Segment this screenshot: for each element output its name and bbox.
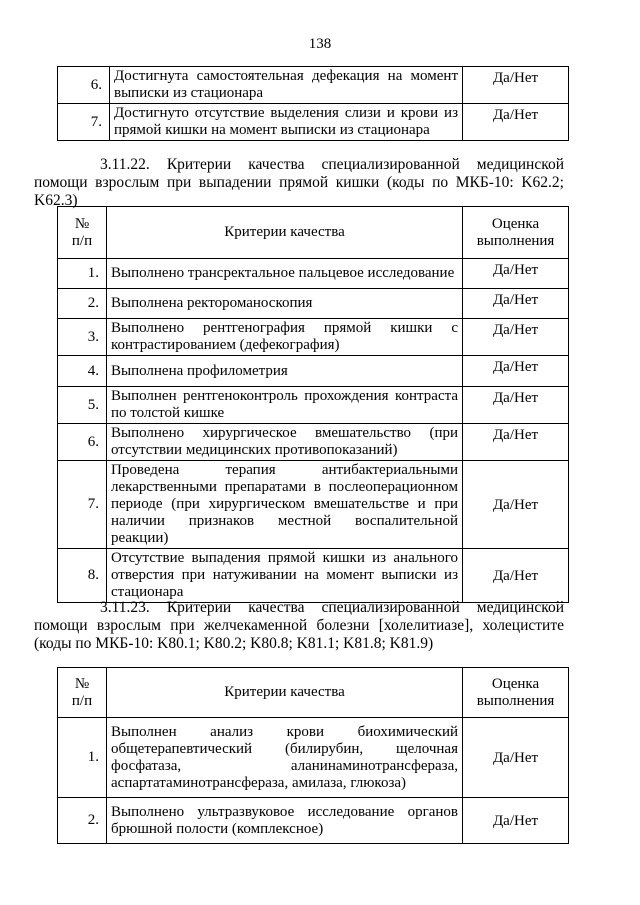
row-number: 7. xyxy=(58,104,110,141)
criterion-text: Выполнена ректороманоскопия xyxy=(107,289,463,319)
table-row xyxy=(58,424,569,461)
row-number: 1. xyxy=(58,718,107,798)
grade-cell: Да/Нет xyxy=(463,104,569,141)
table-row xyxy=(58,356,569,387)
row-number: 1. xyxy=(58,259,107,289)
column-header-criteria: Критерии качества xyxy=(107,207,463,259)
grade-cell: Да/Нет xyxy=(463,549,569,603)
grade-cell: Да/Нет xyxy=(463,798,569,844)
criteria-table xyxy=(57,206,569,603)
row-number: 7. xyxy=(58,461,107,549)
table-row xyxy=(58,461,569,549)
column-header-criteria: Критерии качества xyxy=(107,668,463,718)
table-row xyxy=(58,104,569,141)
section-heading: 3.11.23. Критерии качества специализированной медицинской помощи взрослым при желчекаменной болезни [холелитиазе], холецистите (коды по МКБ-10: K80.1; K80.2; K80.8; K81.1; K81.8; K81.9) xyxy=(34,599,564,652)
criterion-text: Отсутствие выпадения прямой кишки из анального отверстия при натуживании на момент выписки из стационара xyxy=(107,549,463,603)
grade-cell: Да/Нет xyxy=(463,289,569,319)
table-row xyxy=(58,67,569,104)
column-header-grade: Оценка выполнения xyxy=(463,207,569,259)
row-number: 4. xyxy=(58,356,107,387)
row-number: 2. xyxy=(58,798,107,844)
column-header-number: № п/п xyxy=(58,668,107,718)
criterion-text: Выполнена профилометрия xyxy=(107,356,463,387)
table-section-2 xyxy=(57,667,569,844)
criterion-text: Выполнен рентгеноконтроль прохождения контраста по толстой кишке xyxy=(107,387,463,424)
grade-cell: Да/Нет xyxy=(463,424,569,461)
criterion-text: Выполнено ультразвуковое исследование органов брюшной полости (комплексное) xyxy=(107,798,463,844)
row-number: 8. xyxy=(58,549,107,603)
criterion-text: Выполнен анализ крови биохимический общетерапевтический (билирубин, щелочная фосфатаза, аланинаминотрансфераза, аспартатаминотрансфераза, амилаза, глюкоза) xyxy=(107,718,463,798)
row-number: 6. xyxy=(58,67,110,104)
grade-cell: Да/Нет xyxy=(463,387,569,424)
grade-cell: Да/Нет xyxy=(463,356,569,387)
table-row xyxy=(58,387,569,424)
row-number: 3. xyxy=(58,319,107,356)
page-number: 138 xyxy=(308,36,332,52)
criterion-text: Достигнуто отсутствие выделения слизи и крови из прямой кишки на момент выписки из стационара xyxy=(110,104,463,141)
row-number: 6. xyxy=(58,424,107,461)
section-heading: 3.11.22. Критерии качества специализированной медицинской помощи взрослым при выпадении прямой кишки (коды по МКБ-10: K62.2; K62.3) xyxy=(34,156,564,209)
table-header-row xyxy=(58,207,569,259)
criterion-text: Выполнено рентгенография прямой кишки с контрастированием (дефекография) xyxy=(107,319,463,356)
table-row xyxy=(58,259,569,289)
row-number: 5. xyxy=(58,387,107,424)
column-header-number: № п/п xyxy=(58,207,107,259)
table-row xyxy=(58,798,569,844)
criterion-text: Выполнено хирургическое вмешательство (при отсутствии медицинских противопоказаний) xyxy=(107,424,463,461)
criteria-table xyxy=(57,667,569,844)
table-row xyxy=(58,289,569,319)
criteria-table-continued xyxy=(57,66,569,141)
table-row xyxy=(58,718,569,798)
grade-cell: Да/Нет xyxy=(463,67,569,104)
criterion-text: Проведена терапия антибактериальными лекарственными препаратами в послеоперационном периоде (при хирургическом вмешательстве и при наличии признаков местной воспалительной реакции) xyxy=(107,461,463,549)
table-header-row xyxy=(58,668,569,718)
grade-cell: Да/Нет xyxy=(463,259,569,289)
table-row xyxy=(58,549,569,603)
table-row xyxy=(58,319,569,356)
criterion-text: Достигнута самостоятельная дефекация на момент выписки из стационара xyxy=(110,67,463,104)
grade-cell: Да/Нет xyxy=(463,718,569,798)
grade-cell: Да/Нет xyxy=(463,319,569,356)
grade-cell: Да/Нет xyxy=(463,461,569,549)
row-number: 2. xyxy=(58,289,107,319)
table-continued xyxy=(57,66,569,141)
criterion-text: Выполнено трансректальное пальцевое исследование xyxy=(107,259,463,289)
column-header-grade: Оценка выполнения xyxy=(463,668,569,718)
table-section-1 xyxy=(57,206,569,603)
